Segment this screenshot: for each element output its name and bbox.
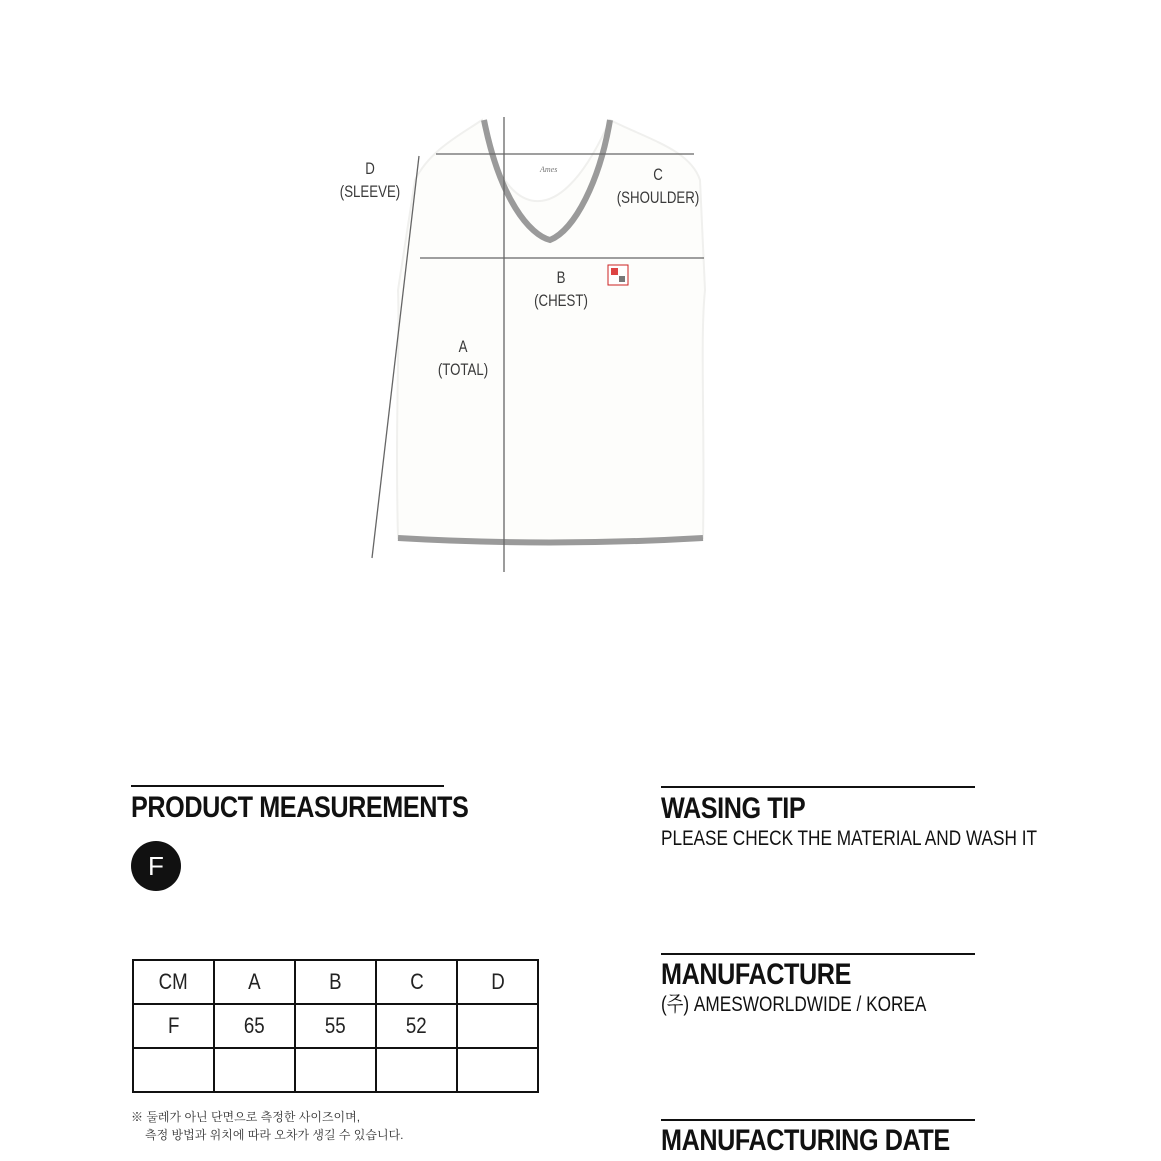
- measurements-table: [132, 959, 539, 1093]
- washing-rule: [661, 786, 975, 788]
- table-header-cell: B: [295, 960, 376, 1004]
- table-cell: F: [133, 1004, 214, 1048]
- table-header-cell: C: [376, 960, 457, 1004]
- label-b: B (CHEST): [534, 268, 588, 310]
- size-badge: F: [131, 841, 181, 891]
- measurements-title: PRODUCT MEASUREMENTS: [131, 791, 469, 824]
- table-header-cell: A: [214, 960, 295, 1004]
- measurements-rule: [131, 785, 444, 787]
- table-row: [133, 1048, 538, 1092]
- manufacture-title: MANUFACTURE: [661, 958, 851, 991]
- washing-title: WASING TIP: [661, 792, 806, 825]
- table-cell: [457, 1004, 538, 1048]
- label-a: A (TOTAL): [437, 337, 489, 379]
- manufacture-rule: [661, 953, 975, 955]
- label-d: D (SLEEVE): [339, 159, 401, 201]
- measurement-note: ※ 둘레가 아닌 단면으로 측정한 사이즈이며, 측정 방법과 위치에 따라 오차가 생길 수 있습니다.: [131, 1110, 404, 1142]
- washing-text: PLEASE CHECK THE MATERIAL AND WASH IT: [661, 827, 1038, 850]
- table-cell: 65: [214, 1004, 295, 1048]
- manufacture-text: (주) AMESWORLDWIDE / KOREA: [661, 993, 927, 1016]
- label-c: C (SHOULDER): [616, 165, 700, 207]
- table-cell: [214, 1048, 295, 1092]
- brand-mark: Ames: [540, 165, 558, 174]
- table-cell: [295, 1048, 376, 1092]
- table-header-cell: CM: [133, 960, 214, 1004]
- manufacturing-date-rule: [661, 1119, 975, 1121]
- table-row: [133, 1004, 538, 1048]
- table-cell: 52: [376, 1004, 457, 1048]
- table-header-row: [133, 960, 538, 1004]
- table-cell: 55: [295, 1004, 376, 1048]
- manufacturing-date-title: MANUFACTURING DATE: [661, 1124, 950, 1157]
- table-cell: [457, 1048, 538, 1092]
- table-header-cell: D: [457, 960, 538, 1004]
- table-cell: [133, 1048, 214, 1092]
- table-cell: [376, 1048, 457, 1092]
